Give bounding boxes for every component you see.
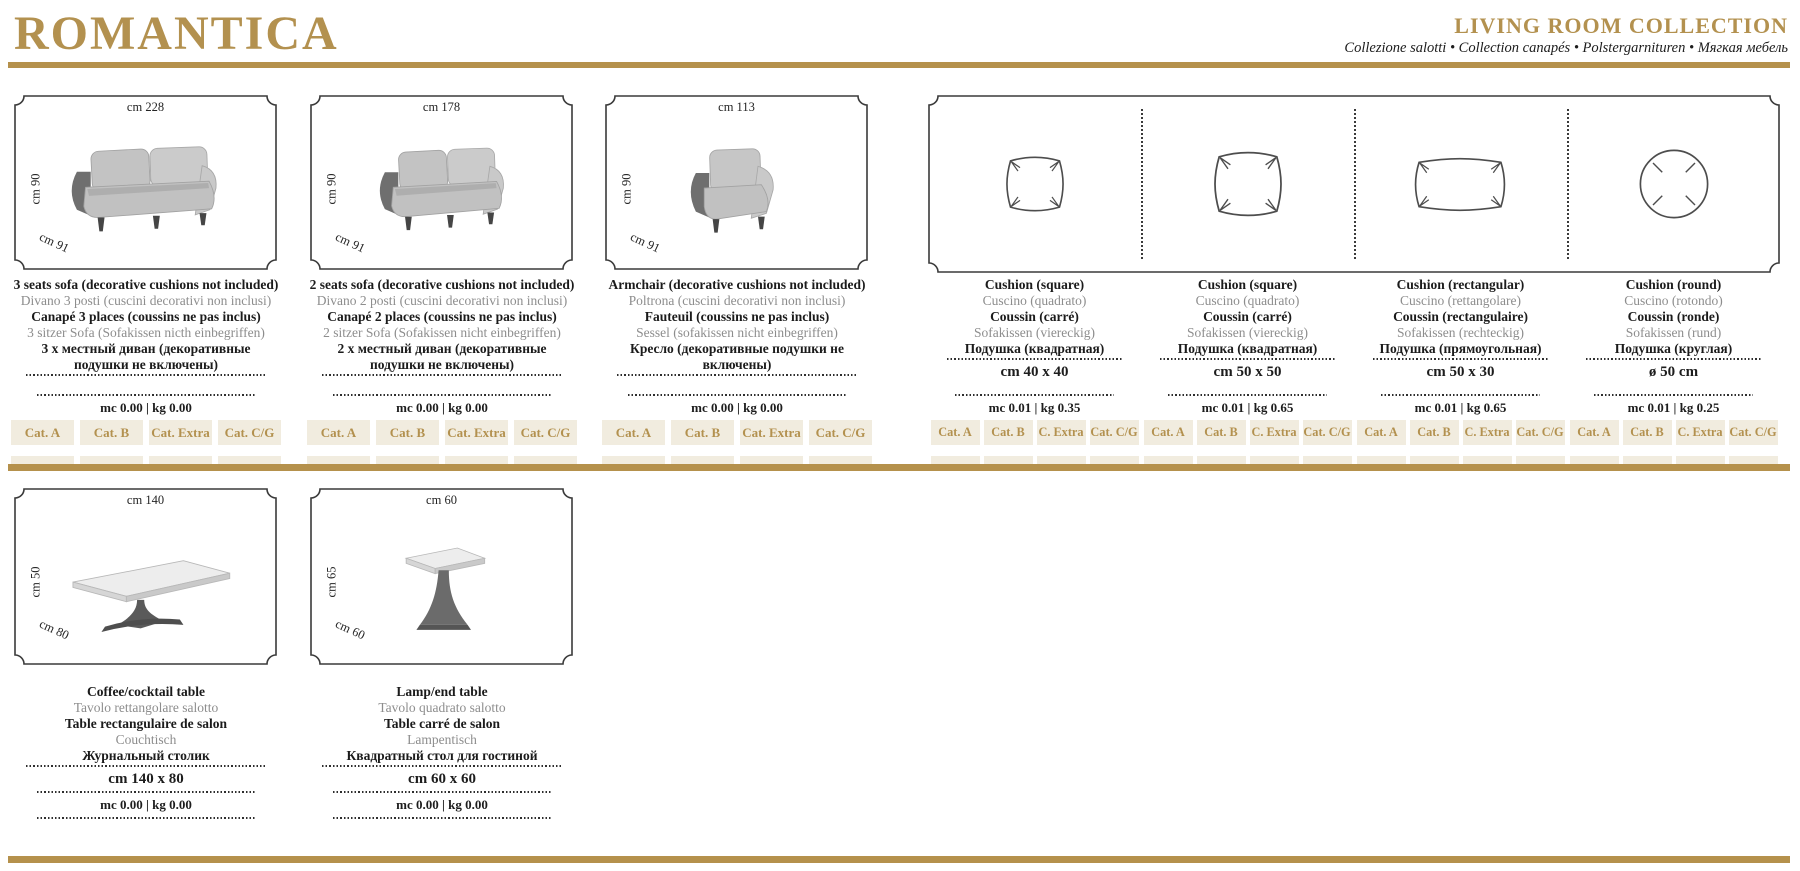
category-chip-b[interactable]: Cat. B	[376, 420, 439, 445]
category-chip-cg[interactable]: Cat. C/G	[1303, 420, 1352, 445]
product-card-armchair: cm 113 cm 90 cm 91	[605, 95, 868, 270]
volume-weight: mc 0.00 | kg 0.00	[396, 400, 488, 415]
name-de: Sofakissen (rechteckig)	[1396, 325, 1525, 340]
collection-title: LIVING ROOM COLLECTION	[1454, 13, 1788, 38]
desc-cushion-square-small	[928, 277, 1141, 383]
name-ru: Подушка (квадратная)	[1177, 341, 1318, 356]
pricing-2-seats-sofa	[296, 392, 588, 445]
category-chip-a[interactable]: Cat. A	[11, 420, 74, 445]
name-en: Cushion (round)	[1625, 277, 1722, 292]
name-fr: Canapé 3 places (coussins ne pas inclus)	[31, 309, 261, 324]
category-chip-b[interactable]: Cat. B	[1410, 420, 1459, 445]
size-label: cm 50 x 50	[1213, 364, 1282, 380]
dotted-divider	[26, 765, 265, 767]
name-it: Tavolo rettangolare salotto	[73, 700, 219, 715]
category-chip-b[interactable]: Cat. B	[80, 420, 143, 445]
name-de: Sofakissen (viereckig)	[1186, 325, 1309, 340]
name-fr: Coussin (carré)	[1203, 309, 1292, 324]
volume-weight: mc 0.01 | kg 0.65	[1414, 400, 1507, 415]
category-chip-extra[interactable]: Cat. Extra	[740, 420, 803, 445]
dimension-width-label: cm 178	[422, 100, 461, 114]
name-it: Poltrona (cuscini decorativi non inclusi)	[628, 293, 846, 308]
dotted-divider	[1586, 358, 1761, 360]
category-row	[928, 420, 1141, 445]
dotted-divider	[1373, 358, 1548, 360]
name-ru: Подушка (квадратная)	[964, 341, 1105, 356]
name-it: Cuscino (rettangolare)	[1399, 293, 1522, 308]
name-ru: 2 х местный диван (декоративные подушки не включены)	[337, 341, 547, 372]
category-chip-a[interactable]: Cat. A	[307, 420, 370, 445]
dotted-divider	[322, 374, 561, 376]
size-label: ø 50 cm	[1648, 364, 1699, 380]
name-de: Couchtisch	[115, 732, 177, 747]
dotted-divider	[955, 394, 1115, 396]
desc-cushion-rectangular	[1354, 277, 1567, 383]
dotted-divider	[333, 817, 552, 819]
desc-2-seats-sofa	[296, 277, 588, 376]
name-de: Lampentisch	[407, 732, 477, 747]
volume-weight: mc 0.00 | kg 0.00	[100, 400, 192, 415]
name-it: Cuscino (quadrato)	[982, 293, 1087, 308]
name-en: Coffee/cocktail table	[86, 684, 206, 699]
name-fr: Coussin (ronde)	[1627, 309, 1720, 324]
panel-separator	[1354, 109, 1356, 259]
category-row	[296, 420, 588, 445]
dimension-width-label: cm 140	[126, 493, 165, 507]
category-chip-a[interactable]: Cat. A	[1144, 420, 1193, 445]
armchair-photo	[605, 95, 868, 270]
product-card-2-seats-sofa: cm 178 cm 90 cm 91	[310, 95, 573, 270]
name-fr: Table rectangulaire de salon	[64, 716, 228, 731]
brand-title: ROMANTICA	[14, 7, 339, 60]
volume-weight: mc 0.00 | kg 0.00	[100, 797, 192, 812]
category-row	[1567, 420, 1780, 445]
desc-cushion-square-large	[1141, 277, 1354, 383]
desc-armchair	[591, 277, 883, 376]
name-en: 3 seats sofa (decorative cushions not included)	[13, 277, 279, 292]
pricing-cushion-2	[1141, 392, 1354, 445]
category-chip-extra[interactable]: C. Extra	[1676, 420, 1725, 445]
dotted-divider	[333, 394, 552, 396]
name-fr: Coussin (carré)	[990, 309, 1079, 324]
category-chip-a[interactable]: Cat. A	[1570, 420, 1619, 445]
pricing-cushion-1	[928, 392, 1141, 445]
category-chip-b[interactable]: Cat. B	[1197, 420, 1246, 445]
category-chip-a[interactable]: Cat. A	[602, 420, 665, 445]
cushion-rectangular-icon	[1408, 151, 1512, 218]
name-it: Tavolo quadrato salotto	[378, 700, 506, 715]
dotted-divider	[1594, 394, 1754, 396]
dimension-width-label: cm 228	[126, 100, 165, 114]
name-ru: 3 х местный диван (декоративные подушки не включены)	[41, 341, 251, 372]
category-chip-extra[interactable]: C. Extra	[1463, 420, 1512, 445]
cushion-panel	[928, 95, 1780, 273]
pricing-cushion-4	[1567, 392, 1780, 445]
cushion-square-small-icon	[1001, 150, 1069, 218]
name-en: Lamp/end table	[396, 684, 488, 699]
name-it: Cuscino (quadrato)	[1195, 293, 1300, 308]
name-ru: Кресло (декоративные подушки не включены)	[630, 341, 844, 372]
category-chip-extra[interactable]: C. Extra	[1037, 420, 1086, 445]
name-en: Cushion (rectangular)	[1396, 277, 1525, 292]
footer-rule	[8, 856, 1790, 863]
dotted-divider	[333, 791, 552, 793]
pricing-armchair	[591, 392, 883, 445]
name-ru: Журнальный столик	[82, 748, 210, 763]
desc-cushion-round	[1567, 277, 1780, 383]
dimension-width-label: cm 113	[718, 100, 755, 114]
name-en: Armchair (decorative cushions not included)	[608, 277, 866, 292]
dotted-divider	[26, 374, 265, 376]
category-chip-extra[interactable]: C. Extra	[1250, 420, 1299, 445]
dotted-divider	[37, 817, 256, 819]
coffee-table-photo	[14, 488, 277, 665]
volume-weight: mc 0.01 | kg 0.35	[988, 400, 1081, 415]
dotted-divider	[322, 765, 561, 767]
name-fr: Table carré de salon	[383, 716, 501, 731]
sofa-3-seats-photo	[14, 95, 277, 270]
category-chip-a[interactable]: Cat. A	[1357, 420, 1406, 445]
category-chip-b[interactable]: Cat. B	[671, 420, 734, 445]
size-label: cm 140 x 80	[108, 771, 184, 787]
name-ru: Квадратный стол для гостиной	[346, 748, 538, 763]
volume-weight: mc 0.01 | kg 0.25	[1627, 400, 1720, 415]
header-rule	[8, 62, 1790, 68]
category-chip-b[interactable]: Cat. B	[1623, 420, 1672, 445]
name-de: Sofakissen (rund)	[1625, 325, 1722, 340]
category-row	[1354, 420, 1567, 445]
desc-coffee-table	[0, 684, 292, 819]
category-chip-extra[interactable]: Cat. Extra	[149, 420, 212, 445]
dotted-divider	[1160, 358, 1335, 360]
name-fr: Coussin (rectangulaire)	[1393, 309, 1528, 324]
name-en: 2 seats sofa (decorative cushions not included)	[309, 277, 575, 292]
name-fr: Canapé 2 places (coussins ne pas inclus)	[327, 309, 557, 324]
size-label: cm 40 x 40	[1000, 364, 1069, 380]
dotted-divider	[1381, 394, 1541, 396]
name-it: Cuscino (rotondo)	[1624, 293, 1723, 308]
product-card-3-seats-sofa: cm 228 cm 90 cm 91	[14, 95, 277, 270]
collection-subtitle: Collezione salotti • Collection canapés • Polstergarnituren • Мягкая мебель	[1344, 40, 1788, 56]
lamp-table-photo	[310, 488, 573, 665]
name-en: Cushion (square)	[984, 277, 1085, 292]
panel-separator	[1567, 109, 1569, 259]
category-chip-cg[interactable]: Cat. C/G	[809, 420, 872, 445]
dotted-divider	[628, 394, 847, 396]
category-chip-cg[interactable]: Cat. C/G	[1729, 420, 1778, 445]
dimension-width-label: cm 60	[426, 493, 457, 507]
name-de: 2 sitzer Sofa (Sofakissen nicht einbegriffen)	[323, 325, 561, 340]
section-divider-rule	[8, 464, 1790, 471]
dotted-divider	[37, 394, 256, 396]
name-it: Divano 2 posti (cuscini decorativi non inclusi)	[316, 293, 568, 308]
category-chip-cg[interactable]: Cat. C/G	[1516, 420, 1565, 445]
panel-separator	[1141, 109, 1143, 259]
category-row	[591, 420, 883, 445]
category-chip-extra[interactable]: Cat. Extra	[445, 420, 508, 445]
volume-weight: mc 0.00 | kg 0.00	[396, 797, 488, 812]
size-label: cm 50 x 30	[1426, 364, 1495, 380]
category-chip-cg[interactable]: Cat. C/G	[514, 420, 577, 445]
name-ru: Подушка (круглая)	[1614, 341, 1733, 356]
dotted-divider	[37, 791, 256, 793]
category-chip-cg[interactable]: Cat. C/G	[218, 420, 281, 445]
pricing-3-seats-sofa	[0, 392, 292, 445]
product-card-lamp-table: cm 60 cm 65 cm 60	[310, 488, 573, 665]
name-de: Sessel (sofakissen nicht einbegriffen)	[636, 325, 838, 340]
dotted-divider	[617, 374, 856, 376]
name-de: 3 sitzer Sofa (Sofakissen nicth einbegriffen)	[27, 325, 265, 340]
name-fr: Fauteuil (coussins ne pas inclus)	[644, 309, 830, 324]
sofa-2-seats-photo	[310, 95, 573, 270]
dotted-divider	[1168, 394, 1328, 396]
size-label: cm 60 x 60	[408, 771, 476, 787]
volume-weight: mc 0.00 | kg 0.00	[691, 400, 783, 415]
name-it: Divano 3 posti (cuscini decorativi non inclusi)	[20, 293, 272, 308]
product-card-coffee-table: cm 140 cm 50 cm 80	[14, 488, 277, 665]
dotted-divider	[947, 358, 1122, 360]
category-row	[1141, 420, 1354, 445]
category-chip-b[interactable]: Cat. B	[984, 420, 1033, 445]
name-en: Cushion (square)	[1197, 277, 1298, 292]
name-ru: Подушка (прямоугольная)	[1379, 341, 1542, 356]
pricing-cushion-3	[1354, 392, 1567, 445]
desc-lamp-table	[296, 684, 588, 819]
category-chip-cg[interactable]: Cat. C/G	[1090, 420, 1139, 445]
volume-weight: mc 0.01 | kg 0.65	[1201, 400, 1294, 415]
desc-3-seats-sofa	[0, 277, 292, 376]
cushion-round-icon	[1632, 142, 1716, 226]
category-chip-a[interactable]: Cat. A	[931, 420, 980, 445]
category-row	[0, 420, 292, 445]
name-de: Sofakissen (viereckig)	[973, 325, 1096, 340]
cushion-square-large-icon	[1208, 144, 1288, 224]
